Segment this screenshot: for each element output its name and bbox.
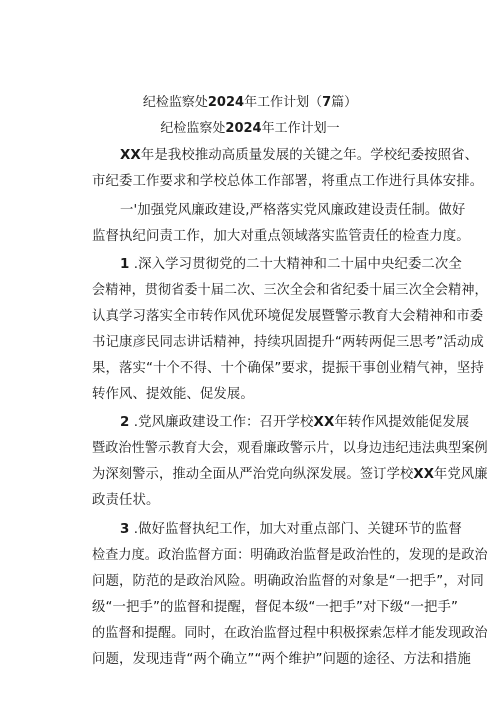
paragraph-1-line-2: 市纪委工作要求和学校总体工作部署，将重点工作进行具体安排。 — [92, 174, 484, 189]
subtitle-text: 纪检监察处 — [160, 121, 226, 136]
title-tail: 篇） — [331, 95, 358, 110]
title-year: 2024 — [207, 95, 245, 110]
paragraph-5-line-2: 检查力度。政治监督方面：明确政治监督是政治性的，发现的是政治 — [92, 548, 488, 563]
paragraph-5-line-4: 级“一把手”的监督和提醒，督促本级“一把手”对下级“一把手” — [92, 600, 458, 615]
paragraph-5-line-1: 3 .做好监督执纪工作，加大对重点部门、关键环节的监督 — [120, 522, 462, 537]
paragraph-5-line-5: 的监督和提醒。同时，在政治监督过程中积极探索怎样才能发现政治 — [92, 626, 488, 641]
paragraph-5-line-6: 问题，发现违背“两个确立”“两个维护”问题的途径、方法和措施 — [92, 652, 471, 667]
paragraph-3-line-6: 转作风、提效能、促发展。 — [92, 387, 254, 402]
title-count: 7 — [322, 95, 332, 110]
subtitle-year: 2024 — [225, 121, 262, 136]
document-title — [0, 94, 500, 112]
paragraph-3-line-5: 果，落实“十个不得、十个确保”要求，提振干事创业精气神，坚持 — [92, 361, 484, 376]
paragraph-3-line-3: 认真学习落实全市转作风优环境促发展暨警示教育大会精神和市委 — [92, 309, 484, 324]
paragraph-5-line-3: 问题，防范的是政治风险。明确政治监督的对象是“一把手”，对同 — [92, 574, 484, 589]
title-text-2: 年工作计划（ — [244, 95, 323, 110]
paragraph-2-line-2: 监督执纪问责工作，加大对重点领域落实监管责任的检查力度。 — [92, 229, 470, 244]
paragraph-3-line-1: 1 .深入学习贯彻党的二十大精神和二十届中央纪委二次全 — [120, 257, 462, 272]
paragraph-3-line-4: 书记康彦民同志讲话精神，持续巩固提升“两转两促三思考”活动成 — [92, 335, 484, 350]
title-text: 纪检监察处 — [142, 95, 208, 110]
subtitle-text-2: 年工作计划一 — [261, 121, 340, 136]
document-subtitle — [0, 120, 500, 138]
paragraph-4-line-2: 暨政治性警示教育大会，观看廉政警示片，以身边违纪违法典型案例 — [92, 441, 488, 456]
paragraph-3-line-2: 会精神，贯彻省委十届二次、三次全会和省纪委十届三次全会精神， — [92, 283, 488, 298]
paragraph-4-line-1: 2 .党风廉政建设工作：召开学校XX年转作风提效能促发展 — [120, 415, 470, 430]
paragraph-1-line-1: XX年是我校推动高质量发展的关键之年。学校纪委按照省、 — [120, 148, 479, 163]
paragraph-4-line-4: 政责任状。 — [92, 493, 160, 508]
paragraph-2-line-1: 一'加强党风廉政建设,严格落实党风廉政建设责任制。做好 — [120, 203, 466, 218]
paragraph-4-line-3: 为深刻警示，推动全面从严治党向纵深发展。签订学校XX年党风廉 — [92, 467, 488, 482]
